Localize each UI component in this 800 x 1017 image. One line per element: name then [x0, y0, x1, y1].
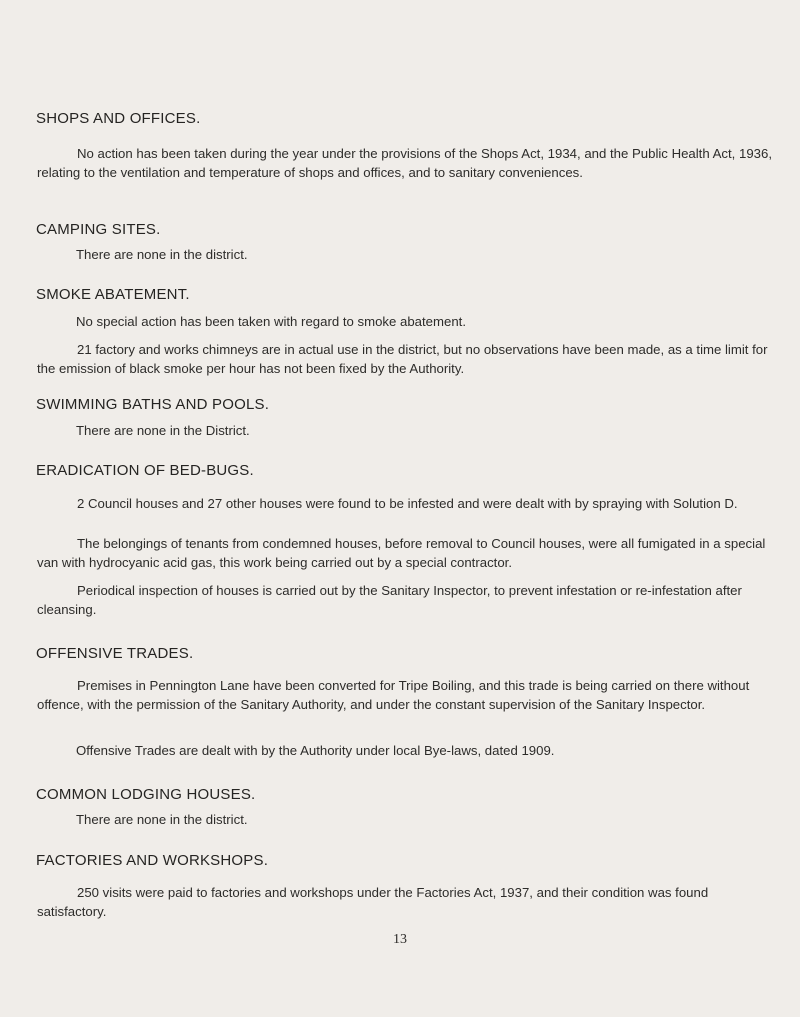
paragraph-smoke-1: No special action has been taken with regard to smoke abatement. [76, 314, 466, 329]
heading-camping-sites: CAMPING SITES. [36, 221, 161, 238]
heading-factories-and-workshops: FACTORIES AND WORKSHOPS. [36, 852, 269, 869]
paragraph-bedbugs-3: Periodical inspection of houses is carried out by the Sanitary Inspector, to prevent infestation or re-infestation after cleansing. [37, 583, 742, 617]
heading-smoke-abatement: SMOKE ABATEMENT. [36, 286, 190, 303]
page-number: 13 [393, 932, 407, 947]
paragraph-factories-1: 250 visits were paid to factories and workshops under the Factories Act, 1937, and their condition was found satisfactory. [37, 885, 709, 919]
heading-swimming-baths: SWIMMING BATHS AND POOLS. [36, 396, 270, 413]
paragraph-shops-1: No action has been taken during the year under the provisions of the Shops Act, 1934, and the Public Health Act, 1936, relating to the ventilation and temperature of shops and offices, and to sanitary conveniences. [37, 146, 773, 180]
heading-shops-and-offices: SHOPS AND OFFICES. [36, 110, 201, 127]
paragraph-swimming-1: There are none in the District. [76, 423, 250, 438]
heading-bed-bugs: ERADICATION OF BED-BUGS. [36, 462, 254, 479]
paragraph-camping-1: There are none in the district. [76, 247, 248, 262]
paragraph-offensive-1: Premises in Pennington Lane have been converted for Tripe Boiling, and this trade is being carried on there without offence, with the permission of the Sanitary Authority, and under the constant supervision of the Sanitary Inspector. [37, 678, 750, 712]
paragraph-bedbugs-1: 2 Council houses and 27 other houses were found to be infested and were dealt with by spraying with Solution D. [77, 496, 738, 511]
paragraph-lodging-1: There are none in the district. [76, 812, 248, 827]
heading-offensive-trades: OFFENSIVE TRADES. [36, 645, 194, 662]
heading-common-lodging-houses: COMMON LODGING HOUSES. [36, 786, 256, 803]
paragraph-bedbugs-2: The belongings of tenants from condemned houses, before removal to Council houses, were all fumigated in a special van with hydrocyanic acid gas, this work being carried out by a special contractor. [37, 536, 766, 570]
paragraph-smoke-2: 21 factory and works chimneys are in actual use in the district, but no observations have been made, as a time limit for the emission of black smoke per hour has not been fixed by the Authority. [37, 342, 768, 376]
paragraph-offensive-2: Offensive Trades are dealt with by the Authority under local Bye-laws, dated 1909. [76, 743, 555, 758]
